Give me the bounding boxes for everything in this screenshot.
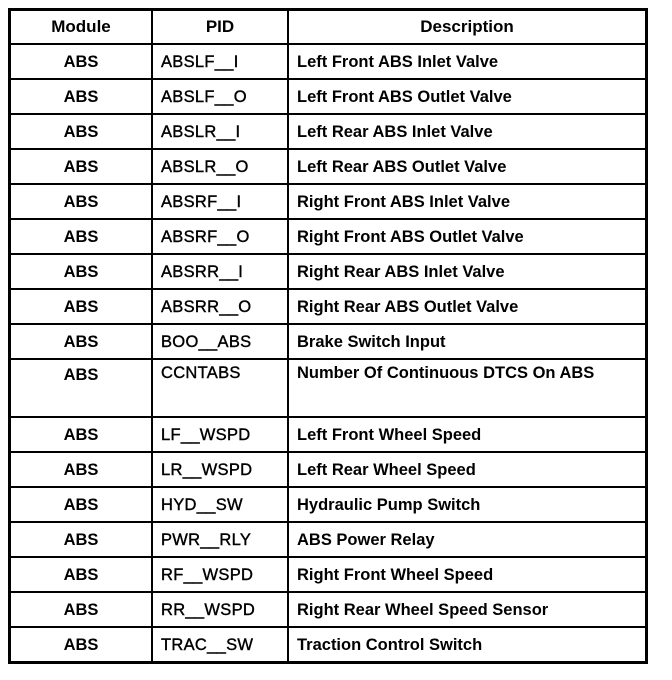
- cell-module: ABS: [10, 219, 153, 254]
- cell-description: Right Rear ABS Outlet Valve: [288, 289, 647, 324]
- cell-module: ABS: [10, 487, 153, 522]
- table-row: [10, 44, 647, 79]
- cell-pid: ABSLR__I: [152, 114, 288, 149]
- table-row: [10, 219, 647, 254]
- cell-description: Left Rear Wheel Speed: [288, 452, 647, 487]
- cell-module: ABS: [10, 149, 153, 184]
- cell-description: Hydraulic Pump Switch: [288, 487, 647, 522]
- table-row: [10, 417, 647, 452]
- table-header: [10, 10, 647, 45]
- cell-pid: HYD__SW: [152, 487, 288, 522]
- cell-module: ABS: [10, 522, 153, 557]
- table-row: [10, 522, 647, 557]
- cell-pid: RF__WSPD: [152, 557, 288, 592]
- cell-description: Brake Switch Input: [288, 324, 647, 359]
- cell-module: ABS: [10, 592, 153, 627]
- cell-description: Right Front ABS Outlet Valve: [288, 219, 647, 254]
- cell-module: ABS: [10, 44, 153, 79]
- cell-description: Left Rear ABS Outlet Valve: [288, 149, 647, 184]
- cell-description: Right Front ABS Inlet Valve: [288, 184, 647, 219]
- cell-pid: ABSLR__O: [152, 149, 288, 184]
- pid-table: [8, 8, 648, 664]
- cell-module: ABS: [10, 289, 153, 324]
- cell-pid: RR__WSPD: [152, 592, 288, 627]
- table-row: [10, 592, 647, 627]
- cell-module: ABS: [10, 114, 153, 149]
- header-row: [10, 10, 647, 45]
- header-description: Description: [288, 10, 647, 45]
- cell-pid: ABSRR__I: [152, 254, 288, 289]
- cell-description: Left Front ABS Outlet Valve: [288, 79, 647, 114]
- cell-pid: BOO__ABS: [152, 324, 288, 359]
- cell-pid: LR__WSPD: [152, 452, 288, 487]
- cell-pid: LF__WSPD: [152, 417, 288, 452]
- cell-module: ABS: [10, 184, 153, 219]
- cell-pid: ABSLF__O: [152, 79, 288, 114]
- cell-module: ABS: [10, 324, 153, 359]
- table-row: [10, 359, 647, 417]
- cell-pid: CCNTABS: [152, 359, 288, 417]
- cell-pid: ABSRF__O: [152, 219, 288, 254]
- table-body: [10, 44, 647, 663]
- cell-pid: ABSRR__O: [152, 289, 288, 324]
- cell-module: ABS: [10, 452, 153, 487]
- table-row: [10, 487, 647, 522]
- cell-description: Right Front Wheel Speed: [288, 557, 647, 592]
- cell-pid: TRAC__SW: [152, 627, 288, 663]
- cell-description: Left Rear ABS Inlet Valve: [288, 114, 647, 149]
- table-row: [10, 149, 647, 184]
- cell-module: ABS: [10, 79, 153, 114]
- cell-module: ABS: [10, 254, 153, 289]
- table-row: [10, 324, 647, 359]
- cell-description: Traction Control Switch: [288, 627, 647, 663]
- cell-description: Right Rear Wheel Speed Sensor: [288, 592, 647, 627]
- table-row: [10, 557, 647, 592]
- table-row: [10, 79, 647, 114]
- header-module: Module: [10, 10, 153, 45]
- table-row: [10, 254, 647, 289]
- cell-pid: ABSLF__I: [152, 44, 288, 79]
- cell-module: ABS: [10, 557, 153, 592]
- header-pid: PID: [152, 10, 288, 45]
- cell-description: ABS Power Relay: [288, 522, 647, 557]
- cell-module: ABS: [10, 627, 153, 663]
- cell-description: Left Front ABS Inlet Valve: [288, 44, 647, 79]
- cell-module: ABS: [10, 359, 153, 417]
- cell-pid: ABSRF__I: [152, 184, 288, 219]
- table-row: [10, 114, 647, 149]
- cell-description: Number Of Continuous DTCS On ABS: [288, 359, 647, 417]
- cell-description: Right Rear ABS Inlet Valve: [288, 254, 647, 289]
- table-row: [10, 289, 647, 324]
- cell-description: Left Front Wheel Speed: [288, 417, 647, 452]
- cell-module: ABS: [10, 417, 153, 452]
- table-row: [10, 627, 647, 663]
- cell-pid: PWR__RLY: [152, 522, 288, 557]
- table-row: [10, 452, 647, 487]
- table-row: [10, 184, 647, 219]
